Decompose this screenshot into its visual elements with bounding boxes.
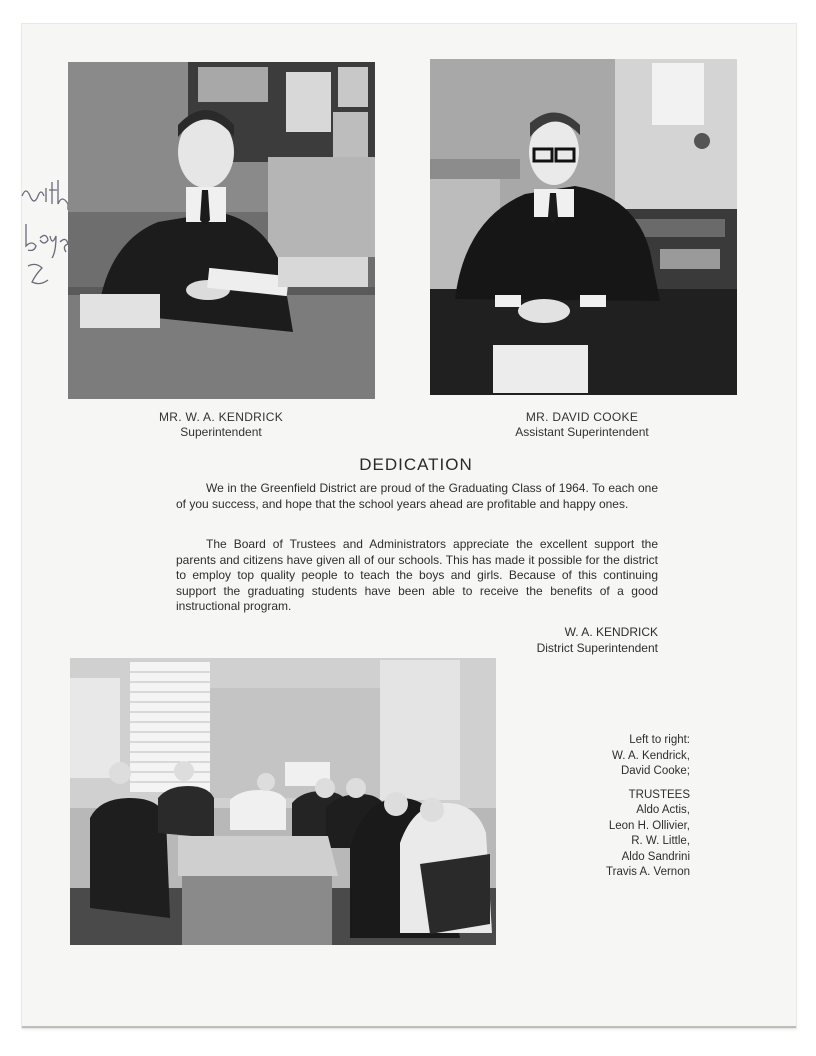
signature-title: District Superintendent bbox=[536, 641, 658, 655]
trustee-2: Leon H. Ollivier, bbox=[608, 819, 690, 832]
trustee-4: Aldo Sandrini bbox=[621, 850, 690, 863]
cooke-caption bbox=[484, 410, 680, 440]
caption-admin-1: W. A. Kendrick, bbox=[612, 749, 690, 762]
trustee-1: Aldo Actis, bbox=[636, 804, 690, 816]
dedication-paragraph-2 bbox=[176, 537, 658, 615]
trustees-heading: TRUSTEES bbox=[628, 788, 690, 801]
dedication-title: DEDICATION bbox=[359, 455, 473, 474]
cooke-photo bbox=[430, 59, 737, 395]
trustees-photo bbox=[70, 658, 496, 945]
cooke-title: Assistant Superintendent bbox=[515, 425, 649, 439]
trustee-3: R. W. Little, bbox=[631, 835, 690, 847]
paragraph-2-text: The Board of Trustees and Administrators appreciate the excellent support the parents and citizens have given all of our schools. This has made it possible for the district to employ top quality people to teach the boys and girls. Because of this continuing support the graduating students have been able to receive the benefits of a good instructional program. bbox=[176, 537, 658, 613]
dedication-paragraph-1 bbox=[176, 481, 658, 512]
cooke-name: MR. DAVID COOKE bbox=[525, 410, 639, 424]
kendrick-caption bbox=[126, 410, 316, 440]
handwritten-note bbox=[18, 166, 74, 296]
caption-intro: Left to right: bbox=[629, 734, 690, 746]
trustees-caption bbox=[560, 733, 690, 881]
paragraph-1-text: We in the Greenfield District are proud of the Graduating Class of 1964. To each one of you success, and hope that the school years ahead are profitable and happy ones. bbox=[176, 481, 658, 511]
signature-name: W. A. KENDRICK bbox=[564, 625, 658, 639]
trustee-5: Travis A. Vernon bbox=[606, 866, 690, 878]
kendrick-photo bbox=[68, 62, 375, 399]
page-edge bbox=[22, 1026, 796, 1028]
caption-admin-2: David Cooke; bbox=[620, 765, 690, 777]
kendrick-name: MR. W. A. KENDRICK bbox=[158, 410, 284, 424]
kendrick-title: Superintendent bbox=[180, 425, 262, 439]
signature-block bbox=[537, 624, 658, 656]
